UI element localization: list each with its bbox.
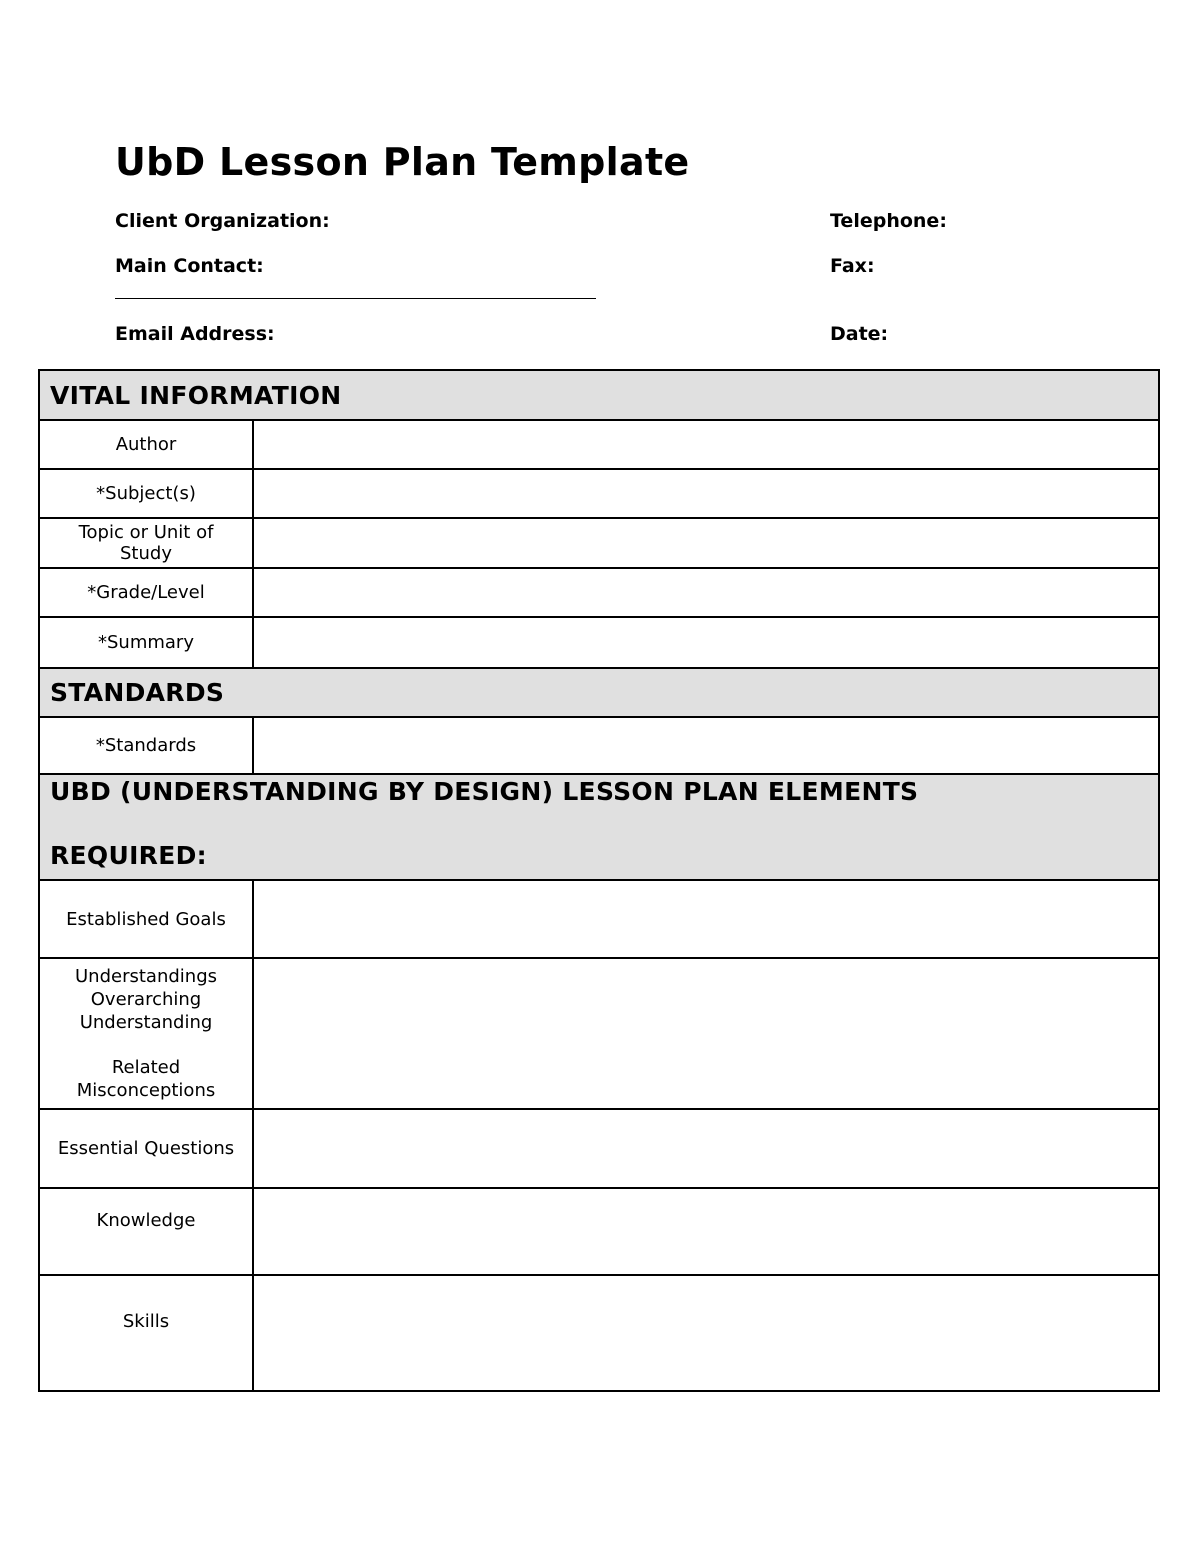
subjects-label: *Subject(s) [39,469,253,518]
page-title: UbD Lesson Plan Template [115,140,690,184]
table-row [39,420,1159,469]
author-label: Author [39,420,253,469]
skills-label: Skills [39,1275,253,1391]
ubd-section-row [39,774,1159,880]
understandings-line5: Misconceptions [76,1080,216,1101]
ubd-heading-spacer [50,808,1158,840]
ubd-heading-line2: REQUIRED: [50,841,207,870]
knowledge-label: Knowledge [39,1188,253,1275]
understandings-line4: Related [111,1057,181,1078]
topic-or-unit-field[interactable] [253,518,1159,568]
fax-label: Fax: [830,255,875,277]
standards-label: *Standards [39,717,253,774]
essential-questions-label: Essential Questions [39,1109,253,1188]
skills-field[interactable] [253,1275,1159,1391]
standards-section-row [39,668,1159,717]
understandings-label [39,958,253,1109]
telephone-label: Telephone: [830,210,947,232]
table-row [39,568,1159,617]
table-row [39,1188,1159,1275]
vital-information-heading: VITAL INFORMATION [39,370,1159,420]
summary-field[interactable] [253,617,1159,668]
understandings-field[interactable] [253,958,1159,1109]
summary-label: *Summary [39,617,253,668]
table-row [39,1275,1159,1391]
essential-questions-field[interactable] [253,1109,1159,1188]
table-row [39,617,1159,668]
knowledge-field[interactable] [253,1188,1159,1275]
understandings-line1: Understandings [75,966,217,987]
established-goals-field[interactable] [253,880,1159,958]
standards-field[interactable] [253,717,1159,774]
lesson-plan-table [38,369,1160,1392]
grade-level-label: *Grade/Level [39,568,253,617]
main-contact-underline [115,298,596,299]
subjects-field[interactable] [253,469,1159,518]
date-label: Date: [830,323,889,345]
topic-or-unit-label [39,518,253,568]
standards-heading: STANDARDS [39,668,1159,717]
topic-label-line1: Topic or Unit of [78,522,214,543]
client-organization-label: Client Organization: [115,210,330,232]
understandings-line2: Overarching [90,989,202,1010]
vital-information-section-row [39,370,1159,420]
ubd-heading [39,774,1159,880]
understandings-spacer [40,1034,252,1056]
table-row [39,717,1159,774]
main-contact-label: Main Contact: [115,255,264,277]
email-address-label: Email Address: [115,323,275,345]
table-row [39,880,1159,958]
established-goals-label: Established Goals [39,880,253,958]
author-field[interactable] [253,420,1159,469]
table-row [39,518,1159,568]
grade-level-field[interactable] [253,568,1159,617]
table-row [39,958,1159,1109]
ubd-heading-line1: UBD (UNDERSTANDING BY DESIGN) LESSON PLAN ELEMENTS [50,777,919,806]
understandings-line3: Understanding [79,1012,213,1033]
table-row [39,1109,1159,1188]
table-row [39,469,1159,518]
topic-label-line2: Study [120,543,172,564]
